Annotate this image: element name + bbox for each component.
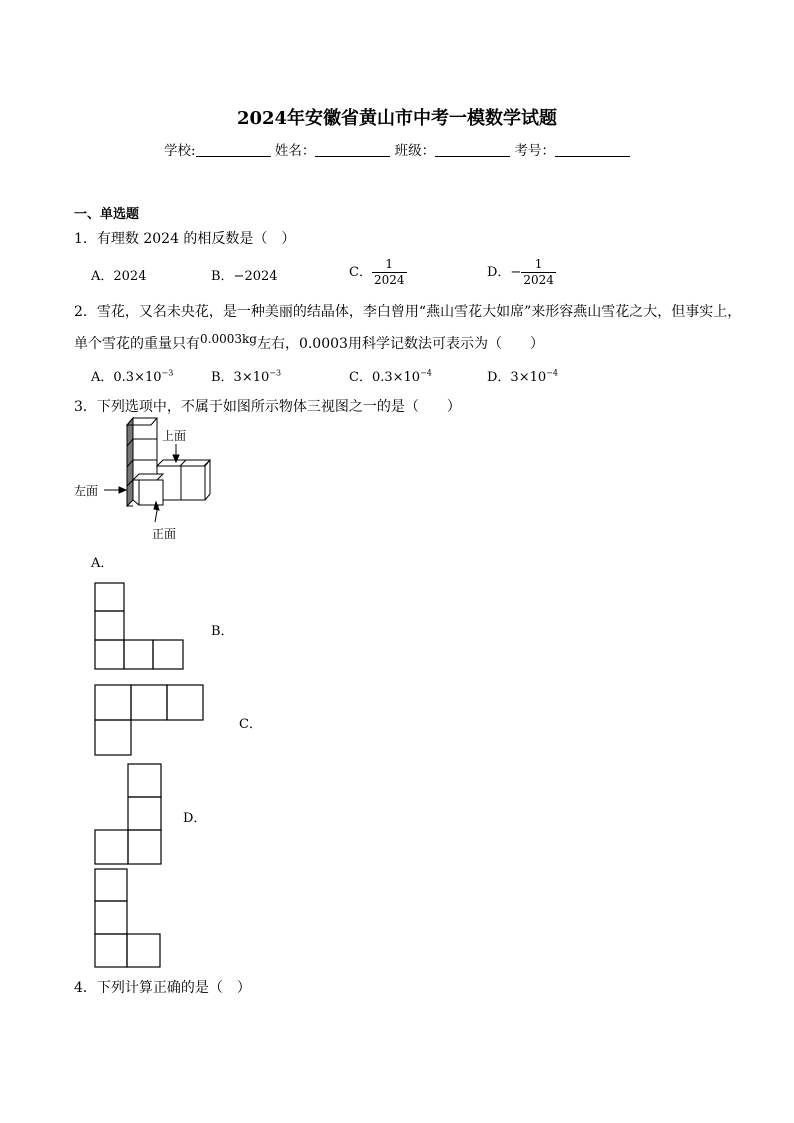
- q1-option-a: A．2024: [91, 269, 147, 284]
- q2-option-b: B．$3\times 10^{-3}$: [211, 368, 282, 385]
- q2-line1: 2．雪花，又名未央花，是一种美丽的结晶体，李白曾用“燕山雪花大如席”来形容燕山雪花之大，但事实上，: [74, 304, 742, 320]
- q1-option-b: B．−2024: [211, 269, 278, 284]
- q1-option-c: C． $\frac{1}{2024}$: [349, 257, 405, 287]
- label-left: 左面: [74, 484, 99, 498]
- section-heading: 一、单选题: [74, 207, 140, 222]
- q2-value: 0.0003kg: [200, 332, 257, 346]
- class-label: 班级：: [394, 143, 436, 159]
- q1-c-fraction: $\frac{1}{2024}$: [373, 257, 405, 287]
- q2-option-a: A．$0.3\times 10^{-3}$: [91, 368, 174, 385]
- q1-option-d: D．− $\frac{1}{2024}$: [487, 257, 554, 287]
- q3-stem: 3．下列选项中，不属于如图所示物体三视图之一的是（ ）: [74, 399, 461, 415]
- q3-option-b: B．: [211, 624, 234, 639]
- q1-stem: 1．有理数 2024 的相反数是（ ）: [74, 231, 296, 247]
- q4-stem: 4．下列计算正确的是（ ）: [74, 980, 251, 996]
- q3-option-c: C．: [239, 717, 262, 732]
- q3-option-a: A．: [91, 556, 114, 571]
- page-title: 2024年安徽省黄山市中考一模数学试题: [236, 108, 558, 129]
- q3-option-d: D．: [183, 811, 207, 826]
- q2-option-c: C．$0.3\times 10^{-4}$: [349, 368, 432, 385]
- number-label: 考号：: [514, 143, 555, 159]
- school-label: 学校:: [164, 143, 196, 159]
- q1-d-fraction: $\frac{1}{2024}$: [523, 257, 554, 287]
- name-label: 姓名：: [274, 143, 316, 159]
- q2-line2: 单个雪花的重量只有0.0003kg左右，0.0003用科学记数法可表示为（ ）: [74, 332, 544, 352]
- label-top: 上面: [162, 429, 187, 443]
- label-front: 正面: [152, 527, 177, 541]
- q2-option-d: D．$3\times 10^{-4}$: [487, 368, 558, 385]
